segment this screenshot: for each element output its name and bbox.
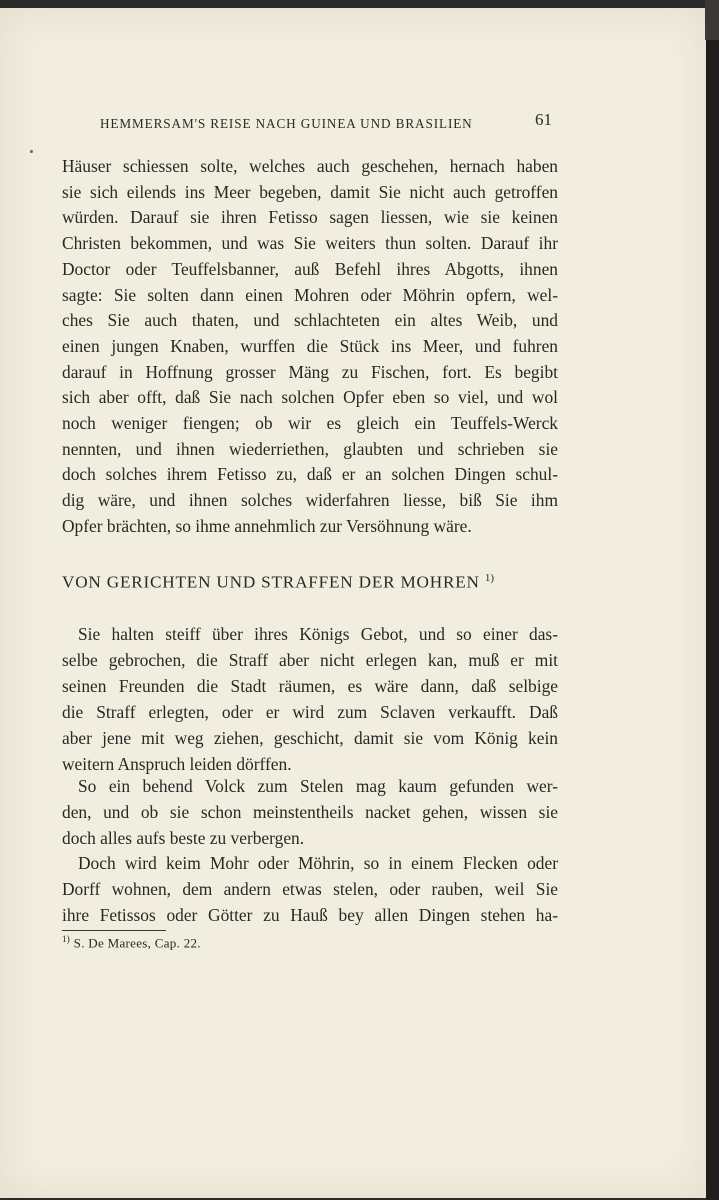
footnote (62, 934, 201, 951)
scan-edge (706, 0, 719, 1200)
text-line: seinen Freunden die Stadt räumen, es wäre dann, daß selbige (62, 675, 558, 696)
text-line: Doch wird keim Mohr oder Möhrin, so in einem Flecken oder (78, 853, 558, 873)
text-line: den, und ob sie schon meinstentheils nacket gehen, wissen sie (62, 801, 558, 822)
text-line: Dorff wohnen, dem andern etwas stelen, oder rauben, weil Sie (62, 878, 558, 899)
section-heading-text: VON GERICHTEN UND STRAFFEN DER MOHREN (62, 572, 480, 592)
scan-corner (705, 0, 719, 40)
paragraph-2 (62, 622, 558, 777)
running-head: HEMMERSAM'S REISE NACH GUINEA UND BRASILIEN (100, 116, 473, 131)
paragraph-3 (62, 774, 558, 852)
text-line: weitern Anspruch leiden dörffen. (62, 753, 292, 774)
text-line: die Straff erlegten, oder er wird zum Sclaven verkaufft. Daß (62, 701, 558, 722)
text-line: einen jungen Knaben, wurffen die Stück ins Meer, und fuhren (62, 335, 558, 356)
text-line: So ein behend Volck zum Stelen mag kaum gefunden wer- (78, 776, 558, 796)
text-line: Häuser schiessen solte, welches auch geschehen, hernach haben (62, 156, 558, 176)
text-line: würden. Darauf sie ihren Fetisso sagen liessen, wie sie keinen (62, 207, 558, 228)
text-line: Sie halten steiff über ihres Königs Gebot, und so einer das- (78, 624, 558, 644)
text-line: Doctor oder Teuffelsbanner, auß Befehl ihres Abgotts, ihnen (62, 258, 558, 279)
text-line: aber jene mit weg ziehen, geschicht, damit sie vom König kein (62, 727, 558, 748)
text-line: ihre Fetissos oder Götter zu Hauß bey allen Dingen stehen ha- (62, 904, 558, 925)
paragraph-1 (62, 154, 558, 540)
text-line: sich aber offt, daß Sie nach solchen Opfer eben so viel, und wol (62, 387, 558, 408)
paper-speck (30, 150, 33, 153)
text-line: noch weniger fiengen; ob wir es gleich ein Teuffels-Werck (62, 413, 558, 434)
text-line: dig wäre, und ihnen solches widerfahren liesse, biß Sie ihm (62, 490, 558, 511)
section-heading (62, 572, 558, 593)
paragraph-4 (62, 851, 558, 929)
text-line: selbe gebrochen, die Straff aber nicht erlegen kan, muß er mit (62, 649, 558, 670)
text-line: doch solches ihrem Fetisso zu, daß er an solchen Dingen schul- (62, 464, 558, 485)
footnote-reference: 1) (484, 572, 495, 584)
footnote-text: S. De Marees, Cap. 22. (73, 935, 201, 951)
text-line: sie sich eilends ins Meer begeben, damit Sie nicht auch getroffen (62, 181, 558, 202)
footnote-marker: 1) (62, 934, 71, 944)
text-line: doch alles aufs beste zu verbergen. (62, 827, 305, 848)
text-line: ches Sie auch thaten, und schlachteten ein altes Weib, und (62, 310, 558, 331)
page-header (100, 108, 560, 134)
text-line: sagte: Sie solten dann einen Mohren oder Möhrin opfern, wel- (62, 284, 558, 305)
page-number: 61 (535, 110, 552, 129)
text-line: darauf in Hoffnung grosser Mäng zu Fischen, fort. Es begibt (62, 361, 558, 382)
text-line: Opfer brächten, so ihme annehmlich zur Versöhnung wäre. (62, 515, 472, 536)
footnote-rule (62, 930, 166, 931)
text-line: Christen bekommen, und was Sie weiters thun solten. Darauf ihr (62, 233, 558, 254)
book-page (0, 8, 708, 1198)
text-line: nennten, und ihnen wiederriethen, glaubten und schrieben sie (62, 438, 558, 459)
